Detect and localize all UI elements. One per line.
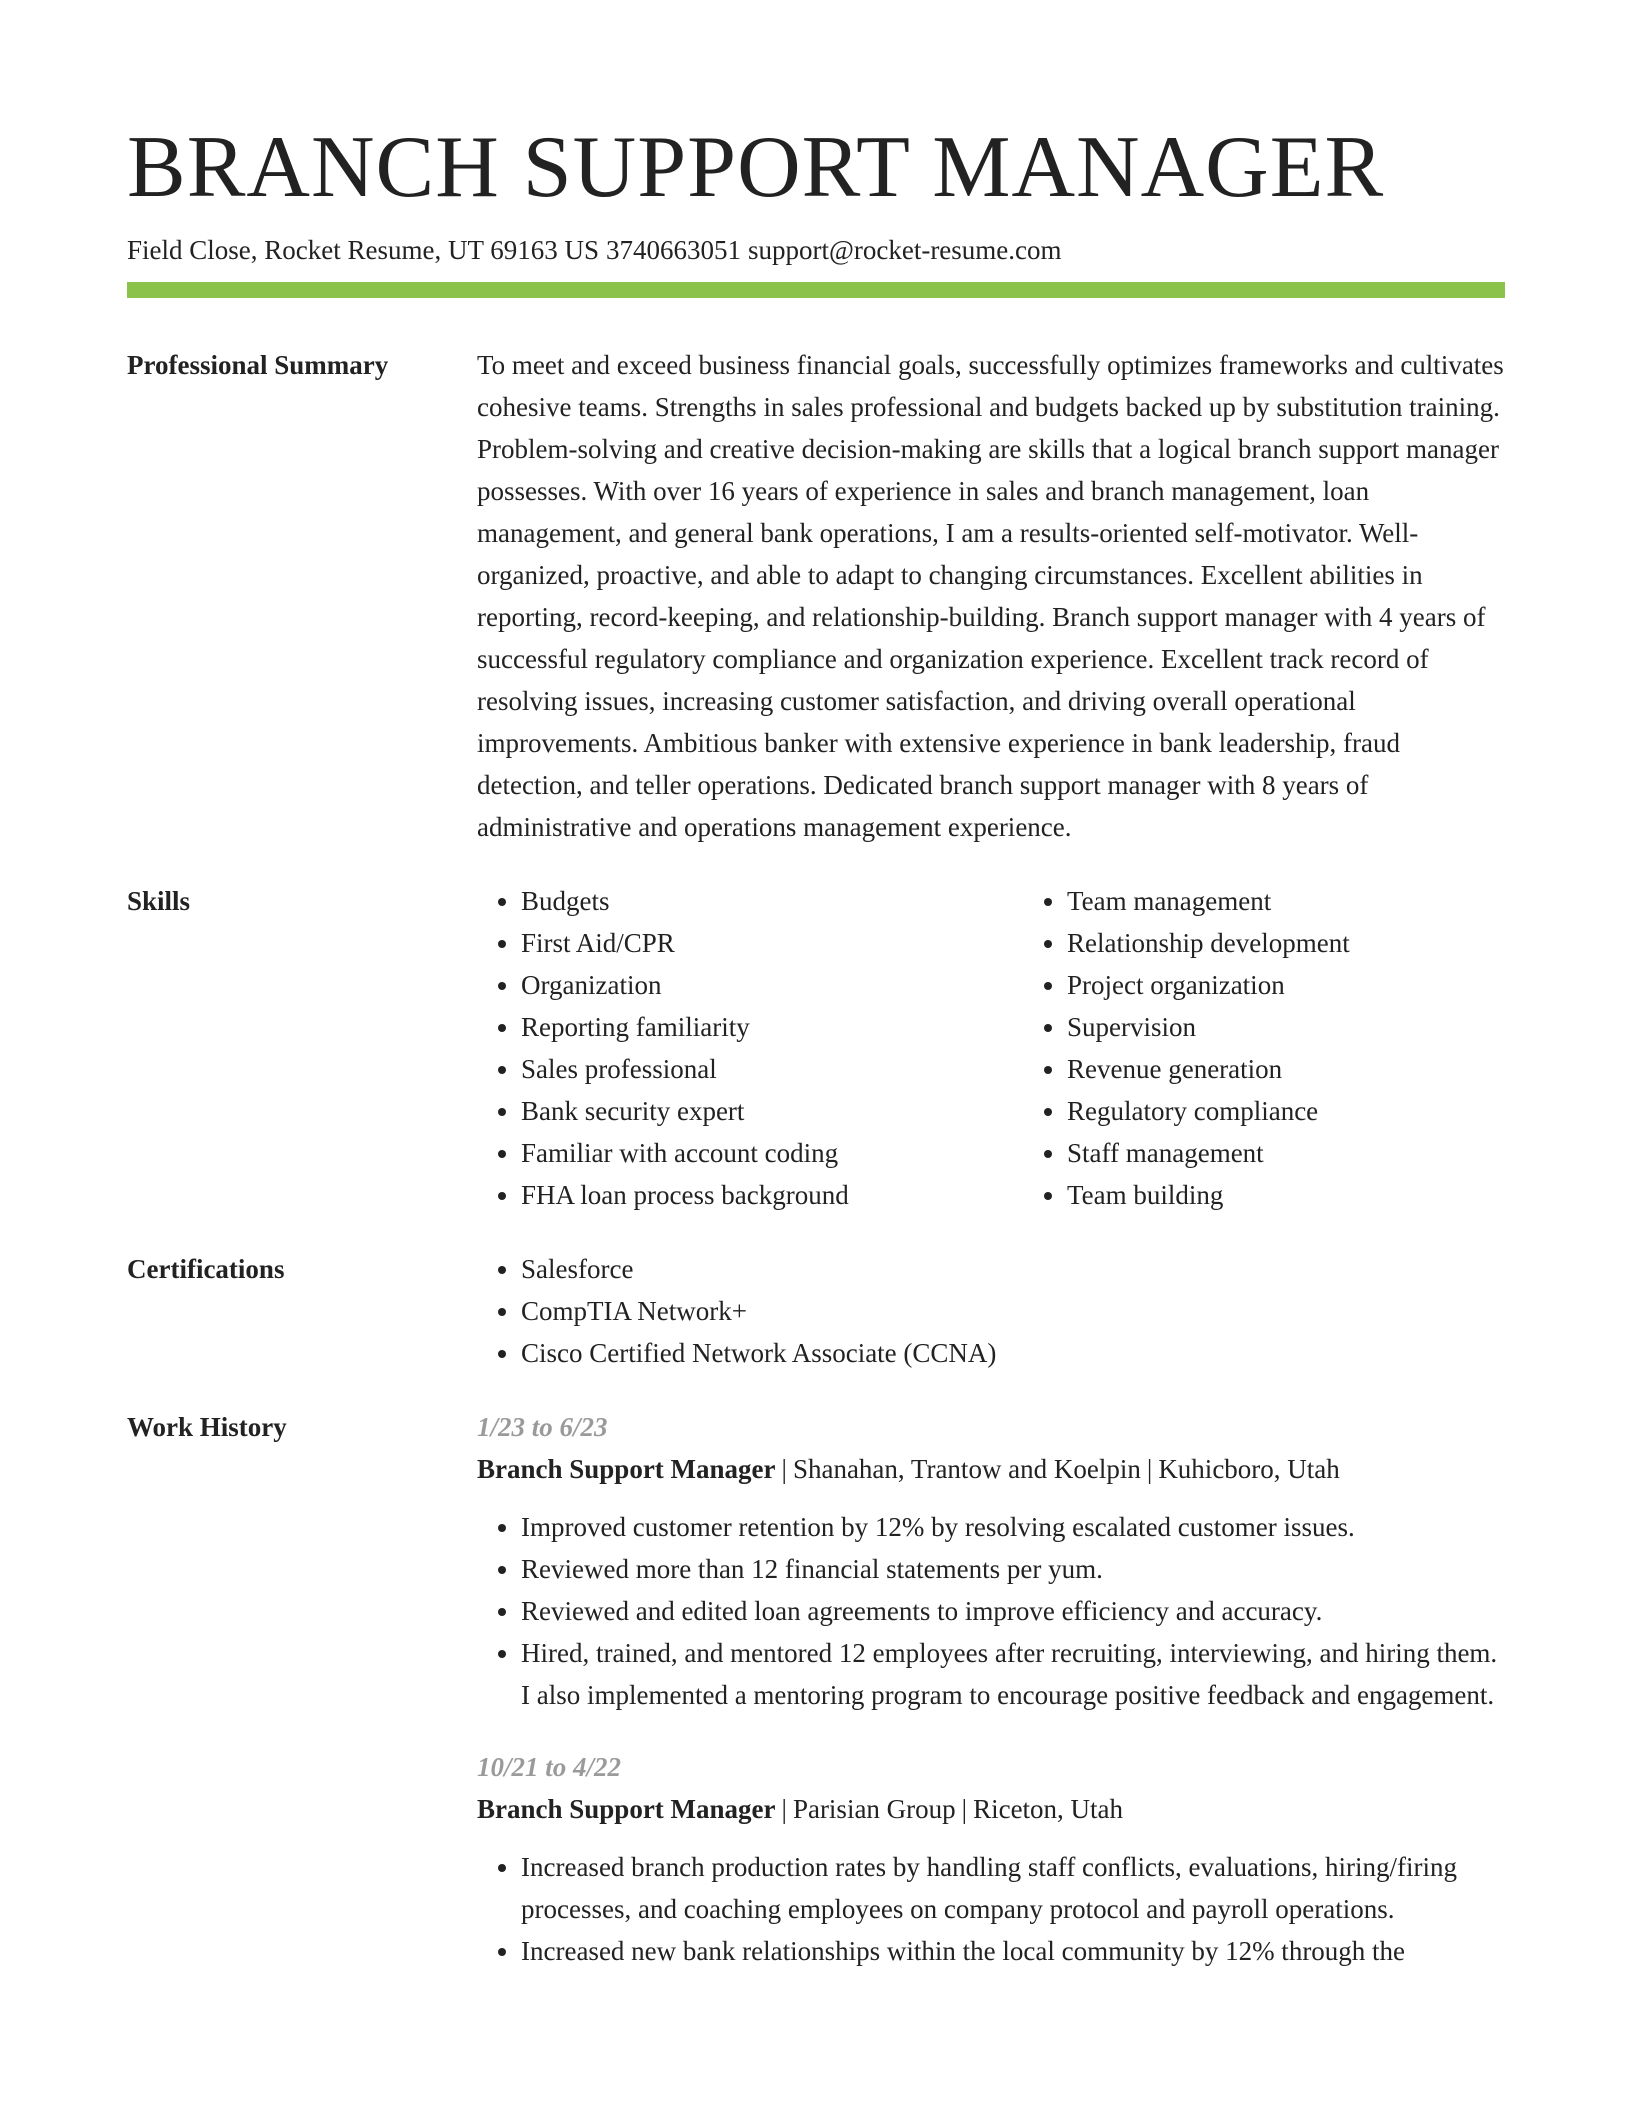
certifications-list — [477, 1248, 1505, 1374]
skill-item: • Team management — [1067, 880, 1569, 922]
section-title-work-history: Work History — [127, 1412, 287, 1442]
contact-line — [127, 232, 1505, 268]
header-divider — [127, 282, 1505, 298]
skill-item: • Organization — [521, 964, 1023, 1006]
contact-phone: 3740663051 — [606, 235, 741, 265]
certifications-body — [477, 1248, 1505, 1374]
summary-text: To meet and exceed business financial goals, successfully optimizes frameworks and cultivates cohesive teams. Strengths in sales professional and budgets backed up by substitution training. Problem-solving and creative decision-making are skills that a logical branch support manager possesses. With over 16 years of experience in sales and branch management, loan management, and general bank operations, I am a results-oriented self-motivator. Well-organized, proactive, and able to adapt to changing circumstances. Excellent abilities in reporting, record-keeping, and relationship-building. Branch support manager with 4 years of successful regulatory compliance and organization experience. Excellent track record of resolving issues, increasing customer satisfaction, and driving overall operational improvements. Ambitious banker with extensive experience in bank leadership, fraud detection, and teller operations. Dedicated branch support manager with 8 years of administrative and operations management experience. — [477, 350, 1504, 842]
job-bullet: • Reviewed more than 12 financial statements per yum. — [521, 1548, 1505, 1590]
skill-item: • FHA loan process background — [521, 1174, 1023, 1216]
skill-item: • Reporting familiarity — [521, 1006, 1023, 1048]
separator: | — [781, 1454, 787, 1484]
job-dates: 1/23 to 6/23 — [477, 1412, 608, 1442]
skill-item: • Familiar with account coding — [521, 1132, 1023, 1174]
skill-item: • Regulatory compliance — [1067, 1090, 1569, 1132]
separator: | — [961, 1794, 968, 1824]
certification-item: • Salesforce — [521, 1248, 1505, 1290]
job-title: Branch Support Manager — [477, 1454, 776, 1484]
job-bullet: • Increased branch production rates by handling staff conflicts, evaluations, hiring/firing processes, and coaching employees on company protocol and payroll operations. — [521, 1846, 1505, 1930]
skills-list-right — [1023, 880, 1569, 1216]
skill-item: • Relationship development — [1067, 922, 1569, 964]
job-entry — [477, 1746, 1505, 1972]
job-bullets — [477, 1506, 1505, 1716]
job-entry — [477, 1406, 1505, 1716]
section-title-summary: Professional Summary — [127, 350, 389, 380]
job-company: Shanahan, Trantow and Koelpin — [792, 1454, 1141, 1484]
section-skills — [127, 880, 1505, 1216]
separator: | — [781, 1794, 787, 1824]
skill-item: • Supervision — [1067, 1006, 1569, 1048]
skill-item: • Revenue generation — [1067, 1048, 1569, 1090]
certification-item: • CompTIA Network+ — [521, 1290, 1505, 1332]
contact-address: Field Close, Rocket Resume, UT 69163 US — [127, 235, 599, 265]
job-company: Parisian Group — [792, 1794, 956, 1824]
skill-item: • Project organization — [1067, 964, 1569, 1006]
skill-item: • Staff management — [1067, 1132, 1569, 1174]
skill-item: • Budgets — [521, 880, 1023, 922]
contact-email: support@rocket-resume.com — [748, 235, 1062, 265]
job-heading — [477, 1788, 1505, 1830]
job-dates: 10/21 to 4/22 — [477, 1752, 622, 1782]
skill-item: • Team building — [1067, 1174, 1569, 1216]
work-history-body — [477, 1406, 1505, 2002]
job-bullet: • Improved customer retention by 12% by resolving escalated customer issues. — [521, 1506, 1505, 1548]
resume-name: BRANCH SUPPORT MANAGER — [127, 119, 1385, 216]
separator: | — [1146, 1454, 1153, 1484]
skill-item: • Bank security expert — [521, 1090, 1023, 1132]
job-bullet: • Increased new bank relationships within the local community by 12% through the — [521, 1930, 1505, 1972]
skill-item: • Sales professional — [521, 1048, 1023, 1090]
skills-grid — [477, 880, 1569, 1216]
skill-item: • First Aid/CPR — [521, 922, 1023, 964]
summary-body — [477, 344, 1505, 848]
job-bullets — [477, 1846, 1505, 1972]
skills-list-left — [477, 880, 1023, 1216]
job-heading — [477, 1448, 1505, 1490]
job-title: Branch Support Manager — [477, 1794, 776, 1824]
section-work-history — [127, 1406, 1505, 2002]
section-summary — [127, 344, 1505, 848]
job-bullet: • Hired, trained, and mentored 12 employees after recruiting, interviewing, and hiring them. I also implemented a mentoring program to encourage positive feedback and engagement. — [521, 1632, 1505, 1716]
job-location: Kuhicboro, Utah — [1158, 1454, 1340, 1484]
certification-item: • Cisco Certified Network Associate (CCNA) — [521, 1332, 1505, 1374]
section-title-certifications: Certifications — [127, 1254, 285, 1284]
job-bullet: • Reviewed and edited loan agreements to improve efficiency and accuracy. — [521, 1590, 1505, 1632]
section-title-skills: Skills — [127, 886, 191, 916]
section-certifications — [127, 1248, 1505, 1374]
job-location: Riceton, Utah — [973, 1794, 1124, 1824]
